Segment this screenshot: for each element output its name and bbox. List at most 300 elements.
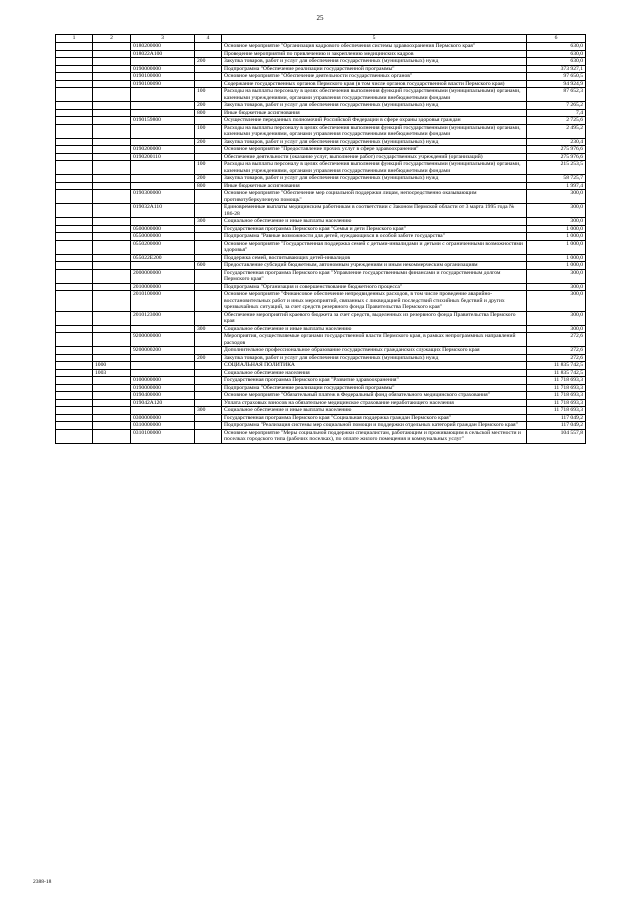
expense-type-cell (195, 117, 222, 125)
table-row (56, 73, 586, 81)
table-row (56, 109, 586, 117)
amount-cell: 300,0 (527, 190, 586, 204)
expense-type-cell (195, 73, 222, 81)
amount-cell: 2 495,2 (527, 124, 586, 138)
header-cell-1: 1 (56, 35, 93, 43)
expense-type-cell (195, 422, 222, 430)
expense-type-cell (195, 204, 222, 218)
amount-cell: 11 718 693,3 (527, 399, 586, 407)
amount-cell: 11 718 693,3 (527, 384, 586, 392)
table-row (56, 377, 586, 385)
amount-cell: 275 976,6 (527, 146, 586, 154)
table-row (56, 161, 586, 175)
section-cell (56, 422, 93, 430)
target-code-cell (131, 138, 195, 146)
name-cell: Проведение мероприятий по привлечению и закреплению медицинских кадров (222, 50, 527, 58)
subsection-cell (93, 146, 131, 154)
section-cell (56, 190, 93, 204)
subsection-cell (93, 182, 131, 190)
subsection-cell (93, 88, 131, 102)
name-cell: Закупка товаров, работ и услуг для обеспечения государственных (муниципальных) нужд (222, 102, 527, 110)
expense-type-cell (195, 233, 222, 241)
target-code-cell: 0190000000 (131, 65, 195, 73)
name-cell: Основное мероприятие "Обеспечение деятельности государственных органов" (222, 73, 527, 81)
target-code-cell (131, 407, 195, 415)
target-code-cell: 0300000000 (131, 414, 195, 422)
header-cell-6: 6 (527, 35, 586, 43)
section-cell (56, 311, 93, 325)
expense-type-cell (195, 240, 222, 254)
amount-cell: 11 718 693,3 (527, 392, 586, 400)
section-cell (56, 347, 93, 355)
table-row (56, 354, 586, 362)
amount-cell: 373 927,1 (527, 65, 586, 73)
amount-cell: 230,4 (527, 138, 586, 146)
target-code-cell: 018022А100 (131, 50, 195, 58)
subsection-cell (93, 325, 131, 333)
target-code-cell (131, 102, 195, 110)
subsection-cell (93, 254, 131, 262)
expense-type-cell (195, 291, 222, 312)
section-cell (56, 65, 93, 73)
table-row (56, 240, 586, 254)
target-code-cell: 0100000000 (131, 377, 195, 385)
target-code-cell: 2010000000 (131, 283, 195, 291)
section-cell (56, 354, 93, 362)
expense-type-cell (195, 225, 222, 233)
section-cell (56, 262, 93, 270)
subsection-cell (93, 43, 131, 51)
subsection-cell (93, 175, 131, 183)
target-code-cell: 0500000000 (131, 225, 195, 233)
subsection-cell: 1003 (93, 369, 131, 377)
target-code-cell: 0190400000 (131, 392, 195, 400)
amount-cell: 7,4 (527, 109, 586, 117)
target-code-cell: 0190200110 (131, 153, 195, 161)
expense-type-cell (195, 347, 222, 355)
target-code-cell (131, 262, 195, 270)
section-cell (56, 429, 93, 443)
table-row (56, 392, 586, 400)
section-cell (56, 109, 93, 117)
section-cell (56, 182, 93, 190)
subsection-cell (93, 109, 131, 117)
amount-cell: 97 650,5 (527, 73, 586, 81)
table-row (56, 182, 586, 190)
name-cell: Государственная программа Пермского края "Семья и дети Пермского края" (222, 225, 527, 233)
subsection-cell (93, 50, 131, 58)
section-cell (56, 392, 93, 400)
name-cell: Закупка товаров, работ и услуг для обеспечения государственных (муниципальных) нужд (222, 58, 527, 66)
name-cell: Социальное обеспечение населения (222, 369, 527, 377)
target-code-cell: 0190100090 (131, 80, 195, 88)
name-cell: Основное мероприятие "Организация кадрового обеспечения системы здравоохранения Пермского края" (222, 43, 527, 51)
section-cell (56, 80, 93, 88)
name-cell: Закупка товаров, работ и услуг для обеспечения государственных (муниципальных) нужд (222, 175, 527, 183)
name-cell: Основное мероприятие "Меры социальной поддержки специалистам, работающим и проживающим в сельской местности и поселках городского типа (рабочих поселках), по оплате жилого помещения и коммунальных услуг" (222, 429, 527, 443)
section-cell (56, 117, 93, 125)
expense-type-cell: 800 (195, 182, 222, 190)
section-cell (56, 124, 93, 138)
subsection-cell (93, 414, 131, 422)
target-code-cell (131, 362, 195, 370)
expense-type-cell (195, 254, 222, 262)
table-row (56, 429, 586, 443)
subsection-cell: 1000 (93, 362, 131, 370)
name-cell: Закупка товаров, работ и услуг для обеспечения государственных (муниципальных) нужд (222, 354, 527, 362)
subsection-cell (93, 429, 131, 443)
name-cell: Основное мероприятие "Финансовое обеспечение непредвиденных расходов, в том числе проведение аварийно-восстановительных работ и иных мероприятий, связанных с ликвидацией последствий стихийных бедствий и других чрезвычайных ситуаций, за счет средств резервного фонда Правительства Пермского края" (222, 291, 527, 312)
amount-cell: 11 835 742,5 (527, 362, 586, 370)
subsection-cell (93, 124, 131, 138)
target-code-cell: 0310000000 (131, 422, 195, 430)
expense-type-cell (195, 153, 222, 161)
subsection-cell (93, 422, 131, 430)
section-cell (56, 325, 93, 333)
expense-type-cell: 100 (195, 124, 222, 138)
amount-cell: 300,0 (527, 325, 586, 333)
table-row (56, 146, 586, 154)
subsection-cell (93, 204, 131, 218)
target-code-cell: 2000000000 (131, 269, 195, 283)
amount-cell: 1 000,0 (527, 262, 586, 270)
table-row (56, 88, 586, 102)
subsection-cell (93, 399, 131, 407)
expense-type-cell (195, 399, 222, 407)
target-code-cell (131, 218, 195, 226)
target-code-cell: 0190100000 (131, 73, 195, 81)
subsection-cell (93, 333, 131, 347)
section-cell (56, 283, 93, 291)
amount-cell: 300,0 (527, 218, 586, 226)
name-cell: Расходы на выплаты персоналу в целях обеспечения выполнения функций государственными (муниципальными) органами, казенными учреждениями, органами управления государственными внебюджетными фондами (222, 88, 527, 102)
table-row (56, 233, 586, 241)
target-code-cell (131, 109, 195, 117)
target-code-cell (131, 369, 195, 377)
expense-type-cell: 300 (195, 325, 222, 333)
table-row (56, 262, 586, 270)
section-cell (56, 269, 93, 283)
table-row (56, 50, 586, 58)
amount-cell: 94 924,9 (527, 80, 586, 88)
amount-cell: 1 000,0 (527, 240, 586, 254)
table-row (56, 124, 586, 138)
name-cell: Основное мероприятие "Обязательный платеж в Федеральный фонд обязательного медицинского страхования" (222, 392, 527, 400)
expense-type-cell (195, 80, 222, 88)
amount-cell: 300,0 (527, 283, 586, 291)
subsection-cell (93, 73, 131, 81)
expense-type-cell (195, 414, 222, 422)
name-cell: Мероприятия, осуществляемые органами государственной власти Пермского края, в рамках непрограммных направлений расходов (222, 333, 527, 347)
expense-type-cell (195, 384, 222, 392)
amount-cell: 11 718 693,3 (527, 377, 586, 385)
name-cell: Поддержка семей, воспитывающих детей-инвалидов (222, 254, 527, 262)
target-code-cell: 0550000000 (131, 233, 195, 241)
section-cell (56, 175, 93, 183)
target-code-cell: 2010100000 (131, 291, 195, 312)
amount-cell: 104 557,8 (527, 429, 586, 443)
expense-type-cell: 100 (195, 161, 222, 175)
target-code-cell (131, 161, 195, 175)
name-cell: Закупка товаров, работ и услуг для обеспечения государственных (муниципальных) нужд (222, 138, 527, 146)
section-cell (56, 204, 93, 218)
section-cell (56, 50, 93, 58)
table-row (56, 225, 586, 233)
name-cell: Основное мероприятие "Государственная поддержка семей с детьми-инвалидами и детьми с ограниченными возможностями здоровья" (222, 240, 527, 254)
expense-type-cell (195, 377, 222, 385)
name-cell: Содержание государственных органов Пермского края (в том числе органов государственной власти Пермского края) (222, 80, 527, 88)
target-code-cell: 0190200000 (131, 146, 195, 154)
section-cell (56, 254, 93, 262)
name-cell: Подпрограмма "Равные возможности для детей, нуждающихся в особой заботе государства" (222, 233, 527, 241)
subsection-cell (93, 65, 131, 73)
subsection-cell (93, 240, 131, 254)
expense-type-cell (195, 392, 222, 400)
expense-type-cell: 200 (195, 138, 222, 146)
section-cell (56, 333, 93, 347)
header-cell-3: 3 (131, 35, 195, 43)
table-row (56, 204, 586, 218)
target-code-cell: 0180200000 (131, 43, 195, 51)
subsection-cell (93, 377, 131, 385)
name-cell: Подпрограмма "Обеспечение реализации государственной программы" (222, 384, 527, 392)
target-code-cell: 019042А120 (131, 399, 195, 407)
amount-cell: 1 997,4 (527, 182, 586, 190)
target-code-cell: 0190159800 (131, 117, 195, 125)
name-cell: Единовременные выплаты медицинским работникам в соответствии с Законом Пермской области от 3 марта 1995 года № 186-28 (222, 204, 527, 218)
target-code-cell: 0310100000 (131, 429, 195, 443)
name-cell: Обеспечение мероприятий краевого бюджета за счет средств, выделенных из резервного фонда Правительства Пермского края (222, 311, 527, 325)
table-row (56, 218, 586, 226)
subsection-cell (93, 225, 131, 233)
section-cell (56, 43, 93, 51)
expense-type-cell (195, 362, 222, 370)
name-cell: Иные бюджетные ассигнования (222, 182, 527, 190)
table-row (56, 347, 586, 355)
amount-cell: 117 049,2 (527, 422, 586, 430)
target-code-cell (131, 124, 195, 138)
table-row (56, 325, 586, 333)
name-cell: Государственная программа Пермского края "Развитие здравоохранения" (222, 377, 527, 385)
name-cell: Осуществление переданных полномочий Российской Федерации в сфере охраны здоровья граждан (222, 117, 527, 125)
amount-cell: 215 253,5 (527, 161, 586, 175)
section-cell (56, 414, 93, 422)
expense-type-cell (195, 146, 222, 154)
table-row (56, 311, 586, 325)
amount-cell: 272,6 (527, 347, 586, 355)
footer-code: 2388-18 (33, 879, 52, 885)
table-row (56, 175, 586, 183)
table-row (56, 138, 586, 146)
section-cell (56, 362, 93, 370)
expense-type-cell: 200 (195, 354, 222, 362)
amount-cell: 117 049,2 (527, 414, 586, 422)
amount-cell: 7 265,2 (527, 102, 586, 110)
name-cell: Уплата страховых взносов на обязательное медицинское страхование неработающего населения (222, 399, 527, 407)
expense-type-cell: 100 (195, 88, 222, 102)
subsection-cell (93, 218, 131, 226)
expense-type-cell (195, 283, 222, 291)
subsection-cell (93, 233, 131, 241)
expense-type-cell (195, 269, 222, 283)
name-cell: Социальное обеспечение и иные выплаты населению (222, 218, 527, 226)
target-code-cell (131, 58, 195, 66)
subsection-cell (93, 262, 131, 270)
expense-type-cell (195, 43, 222, 51)
name-cell: Социальное обеспечение и иные выплаты населению (222, 325, 527, 333)
name-cell: Иные бюджетные ассигнования (222, 109, 527, 117)
name-cell: Подпрограмма "Обеспечение реализации государственной программы" (222, 65, 527, 73)
section-cell (56, 138, 93, 146)
amount-cell: 1 000,0 (527, 254, 586, 262)
amount-cell: 2 725,6 (527, 117, 586, 125)
table-row (56, 291, 586, 312)
subsection-cell (93, 407, 131, 415)
table-row (56, 414, 586, 422)
section-cell (56, 58, 93, 66)
table-row (56, 384, 586, 392)
target-code-cell: 9200000000 (131, 333, 195, 347)
subsection-cell (93, 80, 131, 88)
target-code-cell: 055022Е200 (131, 254, 195, 262)
name-cell: Основное мероприятие "Предоставление прочих услуг в сфере здравоохранения" (222, 146, 527, 154)
section-cell (56, 73, 93, 81)
target-code-cell (131, 88, 195, 102)
expense-type-cell (195, 369, 222, 377)
amount-cell: 1 000,0 (527, 225, 586, 233)
subsection-cell (93, 117, 131, 125)
amount-cell: 630,0 (527, 43, 586, 51)
name-cell: Социальное обеспечение и иные выплаты населению (222, 407, 527, 415)
expense-type-cell: 200 (195, 58, 222, 66)
name-cell: Государственная программа Пермского края "Управление государственными финансами и государственным долгом Пермского края" (222, 269, 527, 283)
expense-type-cell: 200 (195, 175, 222, 183)
name-cell: Подпрограмма "Организация и совершенствование бюджетного процесса" (222, 283, 527, 291)
table-row (56, 362, 586, 370)
section-cell (56, 240, 93, 254)
section-cell (56, 225, 93, 233)
subsection-cell (93, 190, 131, 204)
name-cell: Расходы на выплаты персоналу в целях обеспечения выполнения функций государственными (муниципальными) органами, казенными учреждениями, органами управления государственными внебюджетными фондами (222, 161, 527, 175)
subsection-cell (93, 291, 131, 312)
table-row (56, 43, 586, 51)
expense-type-cell (195, 65, 222, 73)
target-code-cell: 0190000000 (131, 384, 195, 392)
target-code-cell: 0550200000 (131, 240, 195, 254)
target-code-cell: 019032А110 (131, 204, 195, 218)
target-code-cell (131, 354, 195, 362)
subsection-cell (93, 153, 131, 161)
amount-cell: 87 652,3 (527, 88, 586, 102)
table-header-row (56, 35, 586, 43)
table-row (56, 333, 586, 347)
table-row (56, 399, 586, 407)
subsection-cell (93, 269, 131, 283)
amount-cell: 300,0 (527, 204, 586, 218)
section-cell (56, 369, 93, 377)
subsection-cell (93, 102, 131, 110)
amount-cell: 272,6 (527, 333, 586, 347)
header-cell-4: 4 (195, 35, 222, 43)
table-row (56, 254, 586, 262)
subsection-cell (93, 384, 131, 392)
name-cell: СОЦИАЛЬНАЯ ПОЛИТИКА (222, 362, 527, 370)
budget-table (55, 34, 586, 444)
expense-type-cell (195, 333, 222, 347)
section-cell (56, 146, 93, 154)
name-cell: Обеспечение деятельности (оказание услуг, выполнение работ) государственных учреждений (организаций) (222, 153, 527, 161)
name-cell: Подпрограмма "Реализация системы мер социальной помощи и поддержки отдельных категорий граждан Пермского края" (222, 422, 527, 430)
section-cell (56, 291, 93, 312)
target-code-cell: 9200000200 (131, 347, 195, 355)
table-row (56, 369, 586, 377)
amount-cell: 630,0 (527, 58, 586, 66)
table-row (56, 80, 586, 88)
subsection-cell (93, 161, 131, 175)
amount-cell: 300,0 (527, 311, 586, 325)
expense-type-cell (195, 50, 222, 58)
subsection-cell (93, 283, 131, 291)
table-row (56, 117, 586, 125)
table-row (56, 283, 586, 291)
section-cell (56, 407, 93, 415)
amount-cell: 11 718 693,3 (527, 407, 586, 415)
expense-type-cell: 200 (195, 102, 222, 110)
expense-type-cell: 300 (195, 407, 222, 415)
subsection-cell (93, 354, 131, 362)
target-code-cell (131, 175, 195, 183)
section-cell (56, 399, 93, 407)
table-row (56, 190, 586, 204)
expense-type-cell (195, 190, 222, 204)
name-cell: Основное мероприятие "Обеспечение мер социальной поддержки лицам, непосредственно оказывающим противотуберкулезную помощь" (222, 190, 527, 204)
table-row (56, 422, 586, 430)
section-cell (56, 102, 93, 110)
table-row (56, 102, 586, 110)
header-cell-5: 5 (222, 35, 527, 43)
amount-cell: 58 725,7 (527, 175, 586, 183)
section-cell (56, 233, 93, 241)
subsection-cell (93, 58, 131, 66)
amount-cell: 300,0 (527, 291, 586, 312)
table-row (56, 269, 586, 283)
table-row (56, 153, 586, 161)
amount-cell: 275 976,6 (527, 153, 586, 161)
table-row (56, 65, 586, 73)
table-row (56, 407, 586, 415)
expense-type-cell: 600 (195, 262, 222, 270)
target-code-cell (131, 325, 195, 333)
subsection-cell (93, 392, 131, 400)
amount-cell: 300,0 (527, 269, 586, 283)
expense-type-cell: 300 (195, 218, 222, 226)
target-code-cell: 0190300000 (131, 190, 195, 204)
expense-type-cell: 800 (195, 109, 222, 117)
target-code-cell: 2010123000 (131, 311, 195, 325)
table-row (56, 58, 586, 66)
header-cell-2: 2 (93, 35, 131, 43)
section-cell (56, 161, 93, 175)
section-cell (56, 384, 93, 392)
section-cell (56, 153, 93, 161)
subsection-cell (93, 311, 131, 325)
section-cell (56, 377, 93, 385)
expense-type-cell (195, 311, 222, 325)
amount-cell: 630,0 (527, 50, 586, 58)
name-cell: Государственная программа Пермского края "Социальная поддержка граждан Пермского края" (222, 414, 527, 422)
name-cell: Расходы на выплаты персоналу в целях обеспечения выполнения функций государственными (муниципальными) органами, казенными учреждениями, органами управления государственными внебюджетными фондами (222, 124, 527, 138)
target-code-cell (131, 182, 195, 190)
